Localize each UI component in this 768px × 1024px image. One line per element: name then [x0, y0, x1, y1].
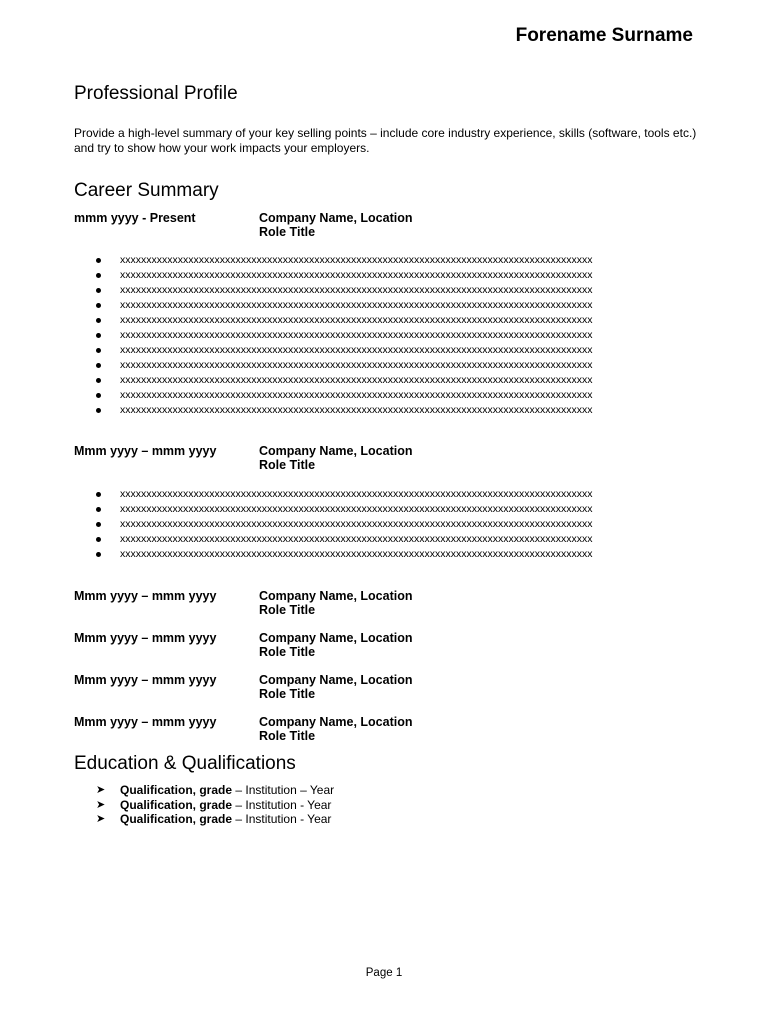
job-bullet: [74, 373, 694, 388]
qualification-name: Qualification, grade: [120, 797, 233, 812]
job-bullet-list: [74, 253, 694, 418]
bullet-dot-icon: [96, 288, 101, 293]
job-dates: Mmm yyyy – mmm yyyy: [74, 444, 217, 458]
job-bullet: [74, 502, 694, 517]
page-number: Page 1: [365, 967, 403, 979]
qualification-text: [120, 812, 331, 827]
job-bullet: [74, 253, 694, 268]
job-company: Company Name, Location: [259, 715, 413, 729]
bullet-dot-icon: [96, 522, 101, 527]
bullet-dot-icon: [96, 378, 101, 383]
job-bullet-text: xxxxxxxxxxxxxxxxxxxxxxxxxxxxxxxxxxxxxxxxxxxxxxxxxxxxxxxxxxxxxxxxxxxxxxxxxxxxxxxxxxxxxxxxxx: [120, 254, 593, 266]
job-bullet-text: xxxxxxxxxxxxxxxxxxxxxxxxxxxxxxxxxxxxxxxxxxxxxxxxxxxxxxxxxxxxxxxxxxxxxxxxxxxxxxxxxxxxxxxxxx: [120, 374, 593, 386]
bullet-dot-icon: [96, 393, 101, 398]
profile-summary: Provide a high-level summary of your key selling points – include core industry experience, skills (software, tools etc.) and try to show how your work impacts your employers.: [74, 126, 697, 155]
bullet-dot-icon: [96, 303, 101, 308]
job-bullet: [74, 487, 694, 502]
job-dates: Mmm yyyy – mmm yyyy: [74, 715, 217, 729]
job-bullet-text: xxxxxxxxxxxxxxxxxxxxxxxxxxxxxxxxxxxxxxxxxxxxxxxxxxxxxxxxxxxxxxxxxxxxxxxxxxxxxxxxxxxxxxxxxx: [120, 518, 593, 530]
qualification-name: Qualification, grade: [120, 783, 233, 797]
job-bullet: [74, 268, 694, 283]
job-bullet-text: xxxxxxxxxxxxxxxxxxxxxxxxxxxxxxxxxxxxxxxxxxxxxxxxxxxxxxxxxxxxxxxxxxxxxxxxxxxxxxxxxxxxxxxxxx: [120, 299, 593, 311]
job-company: Company Name, Location: [259, 211, 413, 225]
arrow-bullet-icon: ➤: [96, 813, 106, 825]
job-bullet-text: xxxxxxxxxxxxxxxxxxxxxxxxxxxxxxxxxxxxxxxxxxxxxxxxxxxxxxxxxxxxxxxxxxxxxxxxxxxxxxxxxxxxxxxxxx: [120, 284, 593, 296]
job-bullet: [74, 328, 694, 343]
job-bullet: [74, 313, 694, 328]
job-bullet-list: [74, 487, 694, 562]
candidate-name: Forename Surname: [515, 25, 693, 46]
job-bullet: [74, 358, 694, 373]
job-bullet-text: xxxxxxxxxxxxxxxxxxxxxxxxxxxxxxxxxxxxxxxxxxxxxxxxxxxxxxxxxxxxxxxxxxxxxxxxxxxxxxxxxxxxxxxxxx: [120, 269, 593, 281]
job-bullet-text: xxxxxxxxxxxxxxxxxxxxxxxxxxxxxxxxxxxxxxxxxxxxxxxxxxxxxxxxxxxxxxxxxxxxxxxxxxxxxxxxxxxxxxxxxx: [120, 314, 593, 326]
job-bullet-text: xxxxxxxxxxxxxxxxxxxxxxxxxxxxxxxxxxxxxxxxxxxxxxxxxxxxxxxxxxxxxxxxxxxxxxxxxxxxxxxxxxxxxxxxxx: [120, 359, 593, 371]
bullet-dot-icon: [96, 258, 101, 263]
qualification-detail: – Institution - Year: [232, 797, 332, 812]
bullet-dot-icon: [96, 492, 101, 497]
job-role: Role Title: [259, 729, 316, 743]
job-bullet: [74, 403, 694, 418]
job-role: Role Title: [259, 687, 316, 701]
bullet-dot-icon: [96, 333, 101, 338]
job-bullet-text: xxxxxxxxxxxxxxxxxxxxxxxxxxxxxxxxxxxxxxxxxxxxxxxxxxxxxxxxxxxxxxxxxxxxxxxxxxxxxxxxxxxxxxxxxx: [120, 488, 593, 500]
job-bullet: [74, 532, 694, 547]
job-bullet-text: xxxxxxxxxxxxxxxxxxxxxxxxxxxxxxxxxxxxxxxxxxxxxxxxxxxxxxxxxxxxxxxxxxxxxxxxxxxxxxxxxxxxxxxxxx: [120, 533, 593, 545]
job-company: Company Name, Location: [259, 589, 413, 603]
job-bullet-text: xxxxxxxxxxxxxxxxxxxxxxxxxxxxxxxxxxxxxxxxxxxxxxxxxxxxxxxxxxxxxxxxxxxxxxxxxxxxxxxxxxxxxxxxxx: [120, 503, 593, 515]
job-bullet-text: xxxxxxxxxxxxxxxxxxxxxxxxxxxxxxxxxxxxxxxxxxxxxxxxxxxxxxxxxxxxxxxxxxxxxxxxxxxxxxxxxxxxxxxxxx: [120, 389, 593, 401]
job-bullet-text: xxxxxxxxxxxxxxxxxxxxxxxxxxxxxxxxxxxxxxxxxxxxxxxxxxxxxxxxxxxxxxxxxxxxxxxxxxxxxxxxxxxxxxxxxx: [120, 404, 593, 416]
job-role: Role Title: [259, 603, 316, 617]
job-bullet: [74, 283, 694, 298]
bullet-dot-icon: [96, 318, 101, 323]
bullet-dot-icon: [96, 552, 101, 557]
job-company: Company Name, Location: [259, 444, 413, 458]
job-bullet-text: xxxxxxxxxxxxxxxxxxxxxxxxxxxxxxxxxxxxxxxxxxxxxxxxxxxxxxxxxxxxxxxxxxxxxxxxxxxxxxxxxxxxxxxxxx: [120, 329, 593, 341]
arrow-bullet-icon: ➤: [96, 798, 106, 811]
career-heading: Career Summary: [74, 180, 219, 201]
job-bullet: [74, 298, 694, 313]
job-role: Role Title: [259, 458, 316, 472]
bullet-dot-icon: [96, 348, 101, 353]
bullet-dot-icon: [96, 507, 101, 512]
arrow-bullet-icon: ➤: [96, 784, 106, 796]
qualification-detail: – Institution – Year: [232, 783, 335, 797]
job-dates-start: mmm yyyy: [74, 211, 139, 225]
job-role: Role Title: [259, 225, 316, 239]
job-bullet: [74, 343, 694, 358]
job-bullet: [74, 517, 694, 532]
bullet-dot-icon: [96, 408, 101, 413]
job-bullet: [74, 388, 694, 403]
job-dates-end: - Present: [138, 211, 196, 225]
bullet-dot-icon: [96, 273, 101, 278]
job-company: Company Name, Location: [259, 673, 413, 687]
bullet-dot-icon: [96, 537, 101, 542]
job-dates: Mmm yyyy – mmm yyyy: [74, 631, 217, 645]
qualification-name: Qualification, grade: [120, 812, 233, 826]
job-dates: Mmm yyyy – mmm yyyy: [74, 589, 217, 603]
job-bullet-text: xxxxxxxxxxxxxxxxxxxxxxxxxxxxxxxxxxxxxxxxxxxxxxxxxxxxxxxxxxxxxxxxxxxxxxxxxxxxxxxxxxxxxxxxxx: [120, 344, 593, 356]
qualification-text: [120, 798, 331, 813]
bullet-dot-icon: [96, 363, 101, 368]
profile-heading: Professional Profile: [74, 83, 238, 104]
qualification-detail: – Institution - Year: [232, 812, 332, 826]
job-dates: [74, 211, 196, 225]
job-bullet-text: xxxxxxxxxxxxxxxxxxxxxxxxxxxxxxxxxxxxxxxxxxxxxxxxxxxxxxxxxxxxxxxxxxxxxxxxxxxxxxxxxxxxxxxxxx: [120, 548, 593, 560]
qualification-text: [120, 783, 334, 798]
job-dates: Mmm yyyy – mmm yyyy: [74, 673, 217, 687]
job-company: Company Name, Location: [259, 631, 413, 645]
job-role: Role Title: [259, 645, 316, 659]
job-bullet: [74, 547, 694, 562]
education-heading: Education & Qualifications: [74, 753, 296, 774]
